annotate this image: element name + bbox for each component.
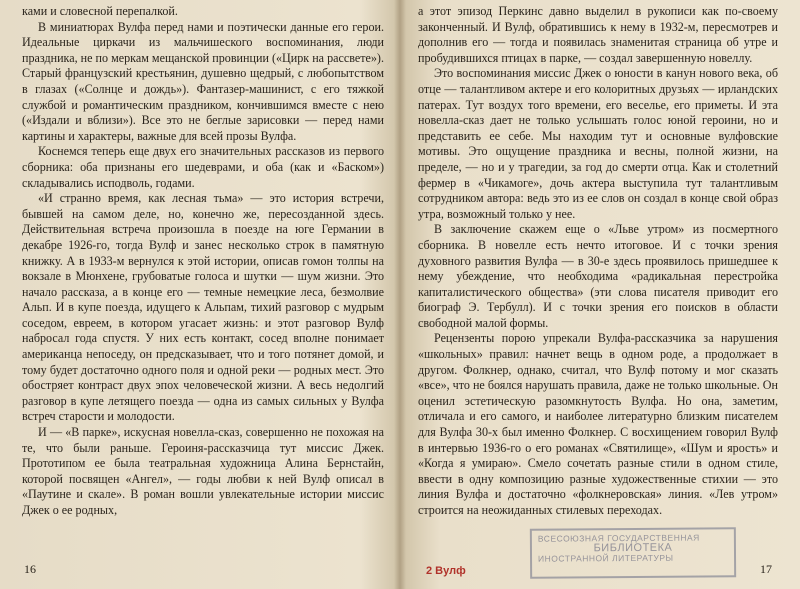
stamp-line: ИНОСТРАННОЙ ЛИТЕРАТУРЫ bbox=[538, 552, 674, 564]
paragraph: «И странно время, как лесная тьма» — это история встречи, бывшей на самом деле, но, конечно же, пересозданной здесь. Действительная встреча произошла в поезде на юге Германии в декабре 1926-го, тогда Вулф и занес несколько строк в памятную книжку. А в 1933-м вернулся к этой истории, описав гомон толпы на вокзале в Мюнхене, грубоватые голоса и шутки — шум жизни. Это начало рассказа, а в конце его — темные немецкие леса, безмолвие Альп. И в купе поезда, идущего к Альпам, тихий разговор с мудрым соседом, евреем, в котором угасает жизнь: и этот разговор Вулф набросал года спустя. У них есть контакт, сосед вполне понимает американца непоседу, он предсказывает, что и того потянет домой, и тому будет достаточно одного поля и одной реки — родных мест. Это обостряет контраст двух эпох человеческой жизни. А весь недолгий разговор в купе летящего поезда — одна из самых сильных у Вулфа встреч старости и молодости. bbox=[22, 191, 384, 424]
right-page bbox=[402, 0, 800, 589]
paragraph: ками и словесной перепалкой. bbox=[22, 4, 178, 18]
paragraph: Коснемся теперь еще двух его значительных рассказов из первого сборника: оба признаны его шедеврами, и оба (как и «Баском») складывались исподволь, годами. bbox=[22, 144, 384, 190]
paragraph: Рецензенты порою упрекали Вулфа-рассказчика за нарушения «школьных» правил: начнет вещь в одном роде, а продолжает в другом. Фолкнер, однако, считал, что Вулф потому и мог сказать «все», что не боялся нарушать правила, даже не только школьные. Он оценил эстетическую разомкнутость Вулфа. Но она, заметим, отличала и его самого, и наиболее литературно близким писателем для Вулфа 30-х был именно Фолкнер. С восхищением говорил Вулф в интервью 1936-го о его романах «Святилище», «Шум и ярость» и «Когда я умираю». Смело сочетать разные стили в одном стиле, ввести в одну композицию разные художественные стихии — это линия Вулфа и достаточно «фолкнеровская» линия. «Лев утром» строится на неожиданных стилевых переходах. bbox=[418, 331, 778, 517]
paragraph: В заключение скажем еще о «Льве утром» из посмертного сборника. В новелле есть нечто итоговое. И с точки зрения духовного развития Вулфа — в 30-е здесь проявилось пришедшее к нему убеждение, что необходима «радикальная перестройка капиталистического общества» (эти слова писателя приводит его биограф Э. Тербулл). И с точки зрения его поисков в области свободной малой формы. bbox=[418, 222, 778, 330]
paragraph: Это воспоминания миссис Джек о юности в канун нового века, об отце — талантливом актере и его колоритных друзьях — ирландских патерах. Тут воздух того времени, его веселье, его приметы. И эта новелла-сказ дает не только услышать голос юной героини, но и представить ее себе. Мы находим тут и основные вулфовские мотивы. Это ощущение праздника и весны, полной жизни, на пределе, — но и у трагедии, за год до смерти отца. Как и столетний фермер в «Чикамоге», дочь актера выступила тут талантливым сотрудником автора: ведь это из ее слов он создал в конце свой образ утра, возможный только у нее. bbox=[418, 66, 778, 221]
paragraph: И — «В парке», искусная новелла-сказ, совершенно не похожая на те, что были раньше. Героиня-рассказчица тут миссис Джек. Прототипом ее была театральная художница Алина Бернстайн, которой посвящен «Ангел», — годы любви к ней Вулф описал в «Паутине и скале». В роман вошли увлекательные истории миссис Джек о ее родных, bbox=[22, 425, 384, 517]
left-page-text bbox=[22, 4, 384, 519]
paragraph: В миниатюрах Вулфа перед нами и поэтически данные его герои. Идеальные циркачи из мальчишеского воспоминания, люди праздника, не по меркам мещанской провинции («Цирк на рассвете»). Старый французский крестьянин, душевно щедрый, с любопытством в глазах («Солнце и дождь»). Фантазер-машинист, с его тяжкой службой и романтическим праздником, кончившимся вместе с нею («Издали и вблизи»). Все это не беглые зарисовки — перед нами картины и характеры, важные для всей прозы Вулфа. bbox=[22, 19, 384, 143]
page-number-right: 17 bbox=[760, 562, 772, 576]
right-page-text bbox=[418, 4, 778, 519]
stamp-line: ВСЕСОЮЗНАЯ ГОСУДАРСТВЕННАЯ bbox=[537, 532, 700, 544]
library-stamp bbox=[530, 527, 736, 578]
signature-mark: 2 Вулф bbox=[426, 565, 466, 577]
paragraph: а этот эпизод Перкинс давно выделил в рукописи как по-своему законченный. И Вулф, обратившись к нему в 1932-м, пересмотрев и дополнив его — тогда и появилась знаменитая страница об утре и пробудившихся птицах в парке, — создал завершенную новеллу. bbox=[418, 4, 778, 65]
stamp-line: БИБЛИОТЕКА bbox=[593, 541, 673, 555]
page-number-left: 16 bbox=[24, 562, 36, 576]
left-page bbox=[0, 0, 398, 589]
